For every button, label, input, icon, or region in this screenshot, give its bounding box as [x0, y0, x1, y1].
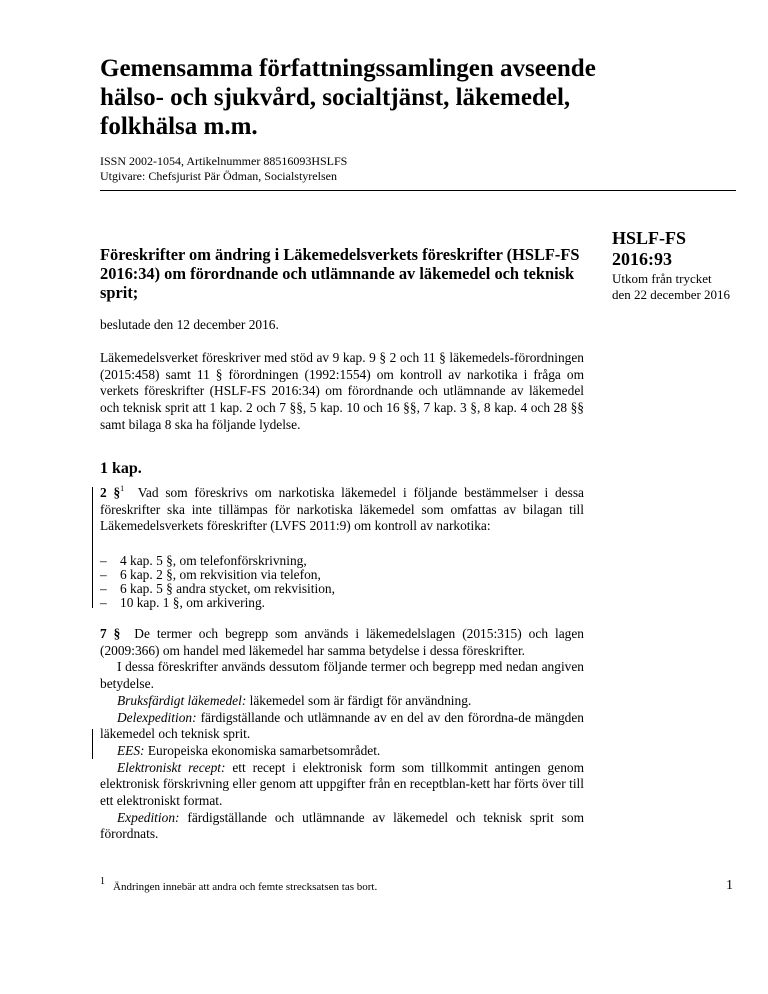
list-dash: – — [100, 567, 107, 582]
list-item-text: 10 kap. 1 §, om arkivering. — [120, 595, 266, 610]
definition-text: ett recept i elektronisk form som tillkommit antingen genom elektronisk förskrivning eller genom att uppgifter från en receptblan-kett har förts över till ett elektroniskt format. — [100, 759, 584, 809]
section-2 — [100, 485, 584, 535]
definition-text: läkemedel som är färdigt för användning. — [246, 692, 472, 708]
change-bar — [92, 487, 93, 608]
register-code: HSLF-FS 2016:93 — [612, 228, 687, 269]
change-bar — [92, 729, 93, 759]
definition-item — [100, 693, 584, 710]
definition-term: Elektroniskt recept: — [117, 759, 226, 775]
list-dash: – — [100, 553, 107, 568]
section-7-text: De termer och begrepp som används i läkemedelslagen (2015:315) och lagen (2009:366) om handel med läkemedel har samma betydelse i dessa föreskrifter. — [100, 626, 584, 658]
definition-text: färdigställande och utlämnande av läkemedel och teknisk sprit som förordnats. — [100, 809, 584, 842]
published-line-2: den 22 december 2016 — [612, 287, 731, 302]
publication-meta — [100, 154, 347, 184]
section-7-label: 7 § — [100, 626, 121, 641]
definition-item — [100, 710, 584, 743]
section-7-paragraph-1 — [100, 626, 584, 659]
list-dash: – — [100, 595, 107, 610]
definition-item — [100, 810, 584, 843]
definition-term: Delexpedition: — [117, 709, 197, 725]
page-number: 1 — [726, 878, 733, 893]
publication-title: Gemensamma författningssamlingen avseende hälso- och sjukvård, socialtjänst, läkemedel, folkhälsa m.m. — [100, 55, 596, 140]
section-2-text: Vad som föreskrivs om narkotiska läkemedel i följande bestämmelser i dessa föreskrifter ska inte tillämpas för narkotiska läkemedel som omfattas av bilagan till Läkemedelsverkets föreskrifter (LVFS 2011:9) om kontroll av narkotika: — [100, 485, 584, 534]
footnote-ref: 1 — [120, 484, 125, 493]
footnote-text: Ändringen innebär att andra och femte strecksatsen tas bort. — [113, 881, 378, 893]
footnote — [100, 876, 378, 894]
intro-paragraph: Läkemedelsverket föreskriver med stöd av 9 kap. 9 § 2 och 11 § läkemedels-förordningen (2015:458) samt 11 § förordningen (1992:1554) om kontroll av narkotika i fråga om verkets föreskrifter (HSLF-FS 2016:34) om förordnande och utlämnande av läkemedel och teknisk sprit att 1 kap. 2 och 7 §§, 5 kap. 10 och 16 §§, 7 kap. 3 §, 8 kap. 4 och 28 §§ samt bilaga 8 ska ha följande lydelse. — [100, 350, 584, 432]
section-7 — [100, 626, 584, 843]
definition-term: Bruksfärdigt läkemedel: — [117, 692, 247, 708]
definition-term: EES: — [117, 742, 145, 758]
definition-text: Europeiska ekonomiska samarbetsområdet. — [144, 742, 381, 758]
decision-date: beslutade den 12 december 2016. — [100, 317, 279, 332]
publication-date — [612, 271, 762, 303]
definition-text: färdigställande och utlämnande av en del av den förordna-de mängden läkemedel och teknisk sprit. — [100, 709, 584, 742]
section-7-paragraph-2: I dessa föreskrifter används dessutom följande termer och begrepp med nedan angiven betydelse. — [100, 659, 584, 692]
list-item-text: 6 kap. 5 § andra stycket, om rekvisition, — [120, 581, 335, 596]
list-item — [100, 554, 584, 568]
issn-line: ISSN 2002-1054, Artikelnummer 88516093HSLFS — [100, 154, 348, 168]
definition-list — [100, 693, 584, 843]
chapter-heading: 1 kap. — [100, 460, 142, 477]
header-divider — [100, 190, 736, 191]
footnote-number: 1 — [100, 876, 105, 887]
published-line-1: Utkom från trycket — [612, 271, 712, 286]
regulation-heading: Föreskrifter om ändring i Läkemedelsverkets föreskrifter (HSLF-FS 2016:34) om förordnande och utlämnande av läkemedel och teknisk sprit; — [100, 245, 580, 302]
list-dash: – — [100, 581, 107, 596]
list-item — [100, 568, 584, 582]
section-2-label: 2 § — [100, 485, 121, 500]
definition-item — [100, 760, 584, 810]
definition-item — [100, 743, 584, 760]
list-item-text: 4 kap. 5 §, om telefonförskrivning, — [120, 553, 307, 568]
list-item-text: 6 kap. 2 §, om rekvisition via telefon, — [120, 567, 321, 582]
publisher-line: Utgivare: Chefsjurist Pär Ödman, Socialstyrelsen — [100, 169, 337, 183]
definition-term: Expedition: — [117, 809, 180, 825]
list-item — [100, 596, 584, 610]
section-2-list — [100, 554, 584, 610]
list-item — [100, 582, 584, 596]
